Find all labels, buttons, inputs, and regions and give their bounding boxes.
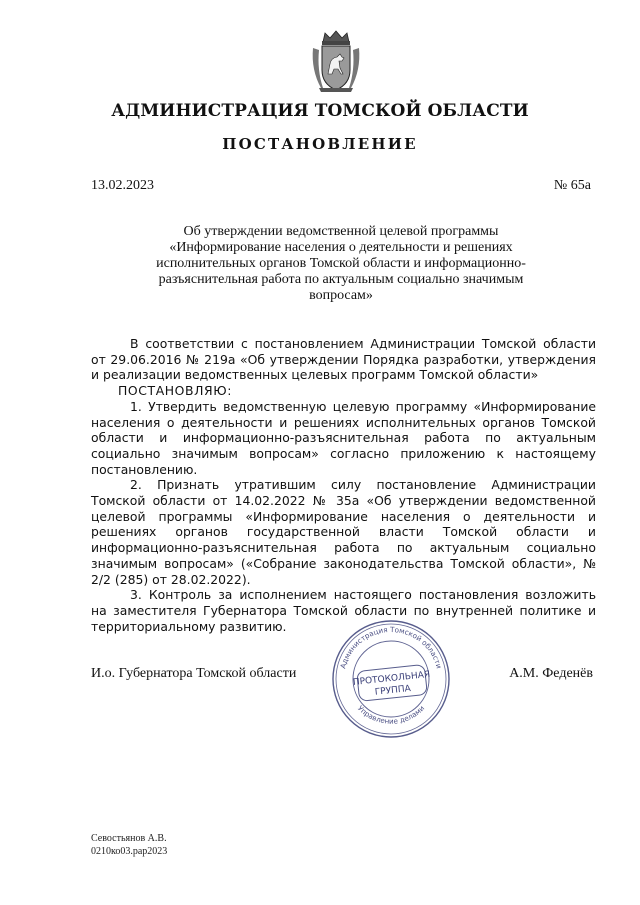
item-2-paragraph: 2. Признать утратившим силу постановление Администрации Томской области от 14.02.2022 № 35а «Об утверждении ведомственной целевой программы «Информирование населения о деятельности и решениях органов государственной власти Томской области и информационно-разъяснительная работа по актуальным социально значимым вопросам» («Собрание законодательства Томской области», № 2/2 (285) от 28.02.2022). [91,477,596,587]
stamp-outer-bottom-text: Управление делами [355,703,427,726]
stamp-line-2: ГРУППА [374,683,412,698]
stamp-line-1: ПРОТОКОЛЬНАЯ [352,669,431,688]
executor-name: Севостьянов А.В. [91,833,167,844]
signatory-name: А.М. Феденёв [509,666,593,681]
subject-line: вопросам» [309,288,373,303]
subject-line: «Информирование населения о деятельности и решениях [169,240,513,255]
document-type-title: ПОСТАНОВЛЕНИЕ [222,135,418,153]
svg-text:Администрация Томской области [338,625,444,670]
coat-of-arms-icon [309,30,363,94]
subject-line: Об утверждении ведомственной целевой программы [183,224,499,239]
preamble-paragraph: В соответствии с постановлением Администрации Томской области от 29.06.2016 № 219а «Об утверждении Порядка разработки, утверждения и реализации ведомственных целевых программ Томской области» [91,336,596,383]
stamp-outer-top-text: Администрация Томской области [338,624,444,670]
document-subject [150,224,532,304]
file-reference: 0210ко03.рар2023 [91,846,168,857]
document-footer [91,832,167,858]
document-number: № 65а [553,178,591,193]
protocol-stamp [330,618,452,740]
resolve-keyword: ПОСТАНОВЛЯЮ: [118,383,233,399]
document-date: 13.02.2023 [91,178,154,193]
subject-line: исполнительных органов Томской области и информационно- [156,256,526,271]
item-3-paragraph: 3. Контроль за исполнением настоящего постановления возложить на заместителя Губернатора Томской области по внутренней политике и территориальному развитию. [91,587,596,634]
signatory-position: И.о. Губернатора Томской области [91,666,297,681]
organization-title: АДМИНИСТРАЦИЯ ТОМСКОЙ ОБЛАСТИ [111,101,529,121]
document-body [91,336,596,634]
subject-line: разъяснительная работа по актуальным социально значимым [158,272,524,287]
item-1-paragraph: 1. Утвердить ведомственную целевую программу «Информирование населения о деятельности и решениях исполнительных органов Томской области и информационно-разъяснительная работа по актуальным социально значимым вопросам» согласно приложению к настоящему постановлению. [91,398,596,477]
svg-text:Управление делами [356,703,427,725]
